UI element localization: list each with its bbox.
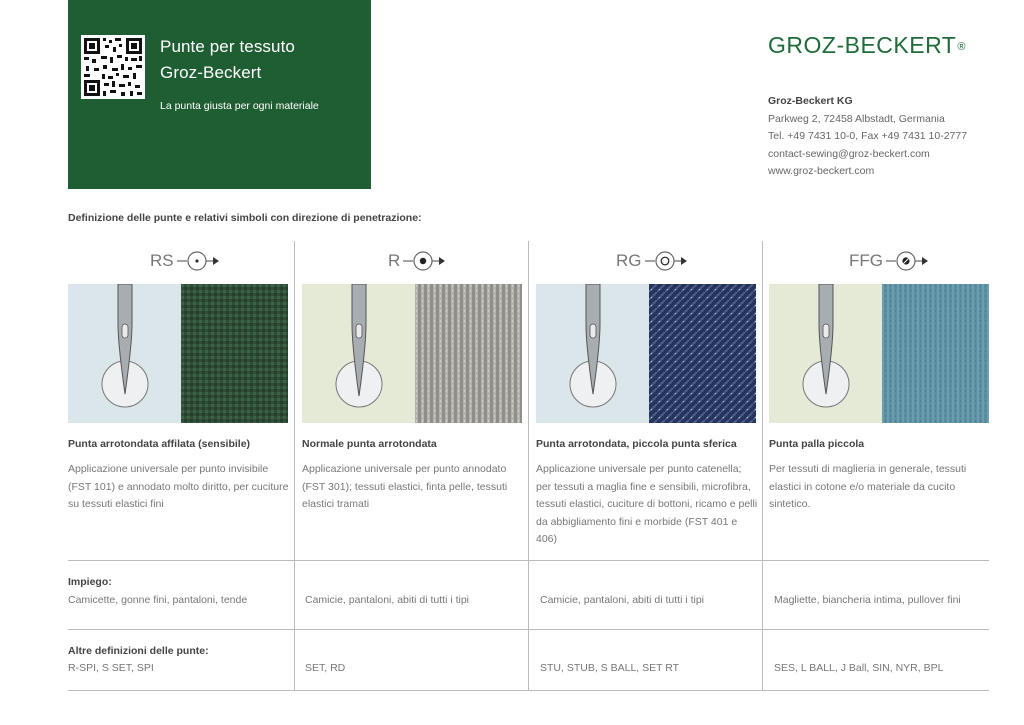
company-phone: Tel. +49 7431 10-0, Fax +49 7431 10-2777 [768,130,968,142]
point-code: RG [616,251,642,270]
point-symbol [388,249,445,273]
point-description: Applicazione universale per punto catenella; per tessuti a maglia fine e sensibili, microfibra, tessuti elastici, cuciture di bottoni, ricamo e pelli da abbigliamento fini e morbide (FST 401 e 406) [536,463,758,545]
point-code: R [388,251,401,270]
other-definitions-value: SES, L BALL, J Ball, SIN, NYR, BPL [774,662,944,674]
title-line-1: Punte per tessuto [160,37,295,56]
needle-icon [68,284,181,423]
penetration-direction-icon [177,251,219,271]
needle-fabric-illustration [68,284,288,423]
usage-label: Impiego: [68,576,112,588]
other-definitions-value: R-SPI, S SET, SPI [68,662,154,674]
usage-value: Camicette, gonne fini, pantaloni, tende [68,594,248,606]
usage-value: Camicie, pantaloni, abiti di tutti i tipi [540,594,704,606]
point-symbol [616,249,687,273]
fabric-swatch [181,284,288,423]
point-code: RS [150,251,174,270]
section-heading: Definizione delle punte e relativi simboli con direzione di penetrazione: [68,212,422,224]
usage-value: Camicie, pantaloni, abiti di tutti i tipi [305,594,469,606]
penetration-direction-icon [403,251,445,271]
fabric-swatch [882,284,989,423]
needle-fabric-illustration [536,284,756,423]
company-email[interactable]: contact-sewing@groz-beckert.com [768,147,930,160]
point-title: Punta arrotondata, piccola punta sferica [536,438,737,450]
needle-icon [769,284,882,423]
needle-fabric-illustration [302,284,522,423]
other-definitions-value: STU, STUB, S BALL, SET RT [540,662,680,674]
fabric-swatch [649,284,756,423]
company-address: Parkweg 2, 72458 Albstadt, Germania [768,112,945,125]
fabric-swatch [415,284,522,423]
point-symbol [150,249,219,273]
row-divider [68,629,989,630]
column-divider [294,241,295,691]
company-website[interactable]: www.groz-beckert.com [768,165,875,177]
point-symbol [849,249,928,273]
penetration-direction-icon [886,251,928,271]
header-banner [68,0,371,189]
row-divider [68,690,989,691]
needle-icon [536,284,649,423]
point-title: Normale punta arrotondata [302,438,437,450]
column-divider [528,241,529,691]
point-description: Applicazione universale per punto invisibile (FST 101) e annodato molto diritto, per cuciture su tessuti elastici fini [68,463,289,510]
page-title [160,34,295,86]
other-definitions-value: SET, RD [305,662,346,674]
penetration-direction-icon [645,251,687,271]
title-line-2: Groz-Beckert [160,63,262,82]
brand-logo[interactable] [768,32,966,59]
row-divider [68,560,989,561]
contact-block [768,93,967,181]
point-title: Punta palla piccola [769,438,865,450]
needle-background [769,284,882,423]
usage-value: Magliette, biancheria intima, pullover fini [774,594,961,606]
registered-mark: ® [957,40,966,53]
company-name: Groz-Beckert KG [768,95,853,107]
needle-icon [302,284,415,423]
point-description: Applicazione universale per punto annodato (FST 301); tessuti elastici, finta pelle, tessuti elastici tramati [302,463,508,510]
logo-text: GROZ-BECKERT [768,32,957,58]
page-subtitle: La punta giusta per ogni materiale [160,100,319,112]
point-code: FFG [849,251,883,270]
column-divider [762,241,763,691]
needle-fabric-illustration [769,284,989,423]
needle-background [536,284,649,423]
qr-code-icon[interactable] [81,35,145,99]
point-title: Punta arrotondata affilata (sensibile) [68,438,251,450]
other-definitions-label: Altre definizioni delle punte: [68,645,209,657]
needle-background [302,284,415,423]
needle-background [68,284,181,423]
point-description: Per tessuti di maglieria in generale, tessuti elastici in cotone e/o materiale da cucito sintetico. [769,463,967,510]
